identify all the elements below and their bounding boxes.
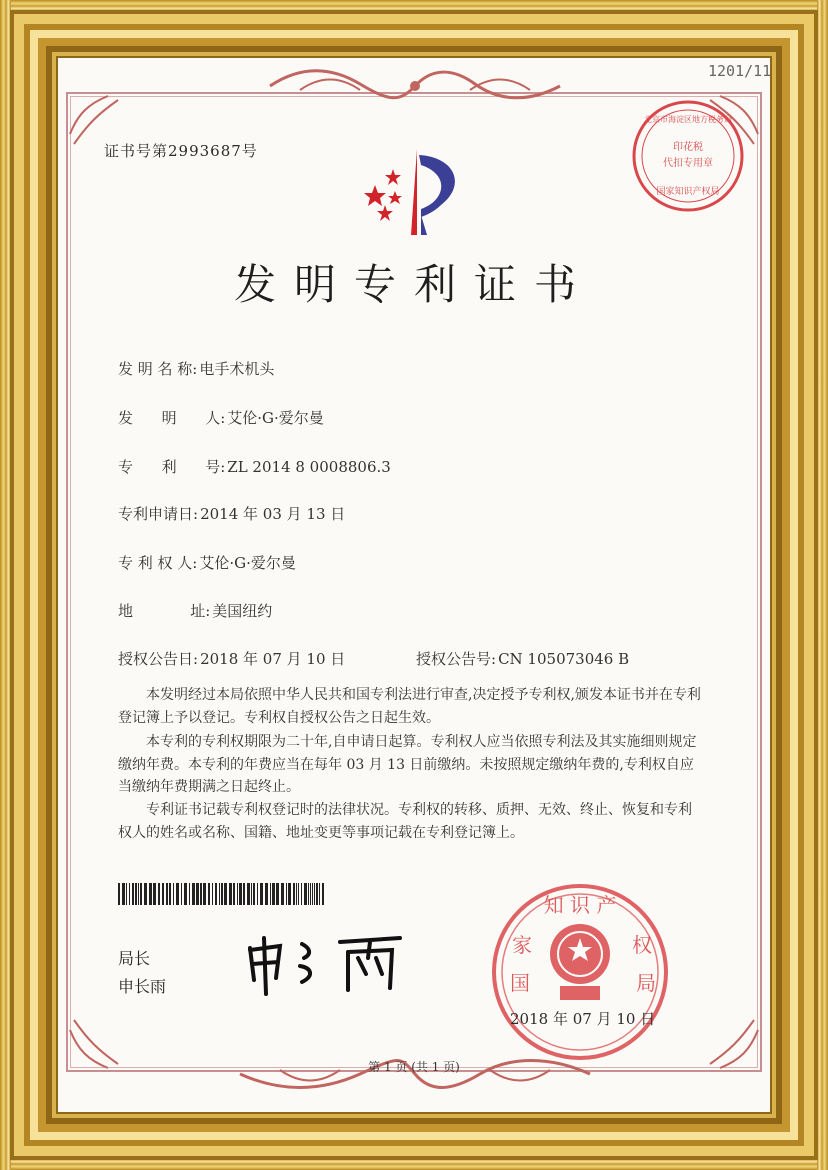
barcode-bar	[251, 883, 252, 905]
barcode-bar	[308, 883, 309, 905]
barcode-bar	[298, 883, 299, 905]
barcode-bar	[288, 883, 291, 905]
director-signature-icon	[240, 918, 420, 998]
svg-text:国家知识产权局: 国家知识产权局	[656, 187, 720, 197]
svg-text:国: 国	[510, 971, 530, 995]
barcode-bar	[149, 883, 152, 905]
barcode-bar	[118, 883, 120, 905]
barcode-icon	[118, 883, 326, 905]
field-label: 地 址:	[118, 602, 211, 620]
barcode-bar	[239, 883, 242, 905]
barcode-bar	[310, 883, 311, 905]
barcode-bar	[301, 883, 302, 905]
field-label: 专 利 权 人:	[118, 554, 198, 572]
barcode-bar	[132, 883, 134, 905]
paragraph-grant: 本发明经过本局依照中华人民共和国专利法进行审查,决定授予专利权,颁发本证书并在专利登记簿上予以登记。专利权自授权公告之日起生效。	[118, 687, 701, 726]
barcode-bar	[189, 883, 190, 905]
field-inventor	[118, 407, 324, 428]
barcode-bar	[140, 883, 142, 905]
certificate-number: 证书号第2993687号	[104, 142, 258, 160]
barcode-bar	[276, 883, 279, 905]
barcode-bar	[126, 883, 127, 905]
barcode-bar	[208, 883, 210, 905]
field-value: 艾伦·G·爱尔曼	[199, 554, 296, 572]
svg-text:权: 权	[632, 933, 652, 957]
barcode-bar	[260, 883, 263, 905]
barcode-bar	[196, 883, 199, 905]
paragraph-term: 本专利的专利权期限为二十年,自申请日起算。专利权人应当依照专利法及其实施细则规定缴纳年费。本专利的年费应当在每年 03 月 13 日前缴纳。未按照规定缴纳年费的,专利权自应当缴纳年费期满之日起终止。	[118, 734, 697, 795]
field-value: ZL 2014 8 0008806.3	[227, 458, 391, 476]
page-number: 第 1 页 (共 1 页)	[368, 1060, 460, 1074]
paragraph-legal-status: 专利证书记载专利权登记时的法律状况。专利权的转移、质押、无效、终止、恢复和专利权人的姓名或名称、国籍、地址变更等事项记载在专利登记簿上。	[118, 802, 692, 841]
barcode-bar	[270, 883, 271, 905]
cnipa-logo-icon	[355, 145, 473, 237]
field-value: 艾伦·G·爱尔曼	[227, 409, 324, 427]
barcode-bar	[144, 883, 147, 905]
field-patent-number	[118, 456, 391, 477]
svg-text:家: 家	[512, 933, 532, 957]
barcode-bar	[129, 883, 130, 905]
certificate-title: 发明专利证书	[233, 260, 594, 309]
barcode-bar	[233, 883, 235, 905]
cnipa-official-seal-icon	[490, 882, 670, 1062]
barcode-bar	[293, 883, 295, 905]
svg-text:代扣专用章: 代扣专用章	[663, 158, 713, 169]
barcode-bar	[224, 883, 227, 905]
field-label: 授权公告日:	[118, 650, 199, 668]
svg-text:知 识 产: 知 识 产	[543, 893, 617, 917]
field-value: 美国纽约	[212, 602, 273, 620]
barcode-bar	[200, 883, 202, 905]
barcode-bar	[322, 883, 324, 905]
barcode-bar	[281, 883, 284, 905]
field-label: 专利申请日:	[118, 505, 199, 523]
barcode-bar	[257, 883, 258, 905]
barcode-bar	[138, 883, 139, 905]
barcode-bar	[253, 883, 255, 905]
field-address	[118, 600, 272, 621]
barcode-bar	[153, 883, 156, 905]
field-value: 2018 年 07 月 10 日	[200, 650, 346, 668]
barcode-bar	[135, 883, 137, 905]
barcode-bar	[212, 883, 213, 905]
field-value: 2014 年 03 月 13 日	[200, 505, 346, 523]
barcode-bar	[181, 883, 182, 905]
barcode-bar	[173, 883, 174, 905]
handwritten-note: 1201/11	[708, 62, 772, 80]
field-value: CN 105073046 B	[498, 650, 630, 668]
barcode-bar	[237, 883, 238, 905]
svg-text:局: 局	[636, 971, 656, 995]
field-value: 电手术机头	[199, 360, 275, 378]
barcode-bar	[221, 883, 223, 905]
barcode-bar	[169, 883, 171, 905]
barcode-bar	[158, 883, 160, 905]
barcode-bar	[166, 883, 168, 905]
director-name: 申长雨	[118, 977, 167, 996]
barcode-bar	[219, 883, 220, 905]
field-label: 发 明 人:	[118, 409, 226, 427]
field-invention-name	[118, 358, 274, 379]
svg-text:北京市海淀区地方税务局: 北京市海淀区地方税务局	[644, 115, 732, 124]
barcode-bar	[316, 883, 318, 905]
barcode-bar	[229, 883, 232, 905]
field-filing-date	[118, 503, 345, 524]
barcode-bar	[304, 883, 307, 905]
field-grant-number	[416, 648, 629, 669]
barcode-bar	[215, 883, 217, 905]
barcode-bar	[203, 883, 206, 905]
barcode-bar	[243, 883, 245, 905]
barcode-bar	[162, 883, 164, 905]
barcode-bar	[247, 883, 250, 905]
top-ornament-icon	[260, 66, 570, 106]
svg-text:印花税: 印花税	[673, 142, 703, 153]
barcode-bar	[184, 883, 187, 905]
barcode-bar	[314, 883, 315, 905]
barcode-bar	[265, 883, 268, 905]
director-title: 局长	[118, 949, 151, 968]
barcode-bar	[192, 883, 195, 905]
field-label: 发 明 名 称:	[118, 360, 198, 378]
barcode-bar	[272, 883, 275, 905]
barcode-bar	[176, 883, 179, 905]
barcode-bar	[286, 883, 287, 905]
barcode-bar	[312, 883, 313, 905]
field-label: 授权公告号:	[416, 650, 497, 668]
barcode-bar	[122, 883, 125, 905]
field-label: 专 利 号:	[118, 458, 226, 476]
barcode-bar	[319, 883, 320, 905]
field-grant-date	[118, 648, 345, 669]
seal-date: 2018 年 07 月 10 日	[510, 1010, 656, 1028]
field-patentee	[118, 552, 296, 573]
tax-stamp-seal-icon	[630, 98, 746, 214]
barcode-bar	[296, 883, 297, 905]
